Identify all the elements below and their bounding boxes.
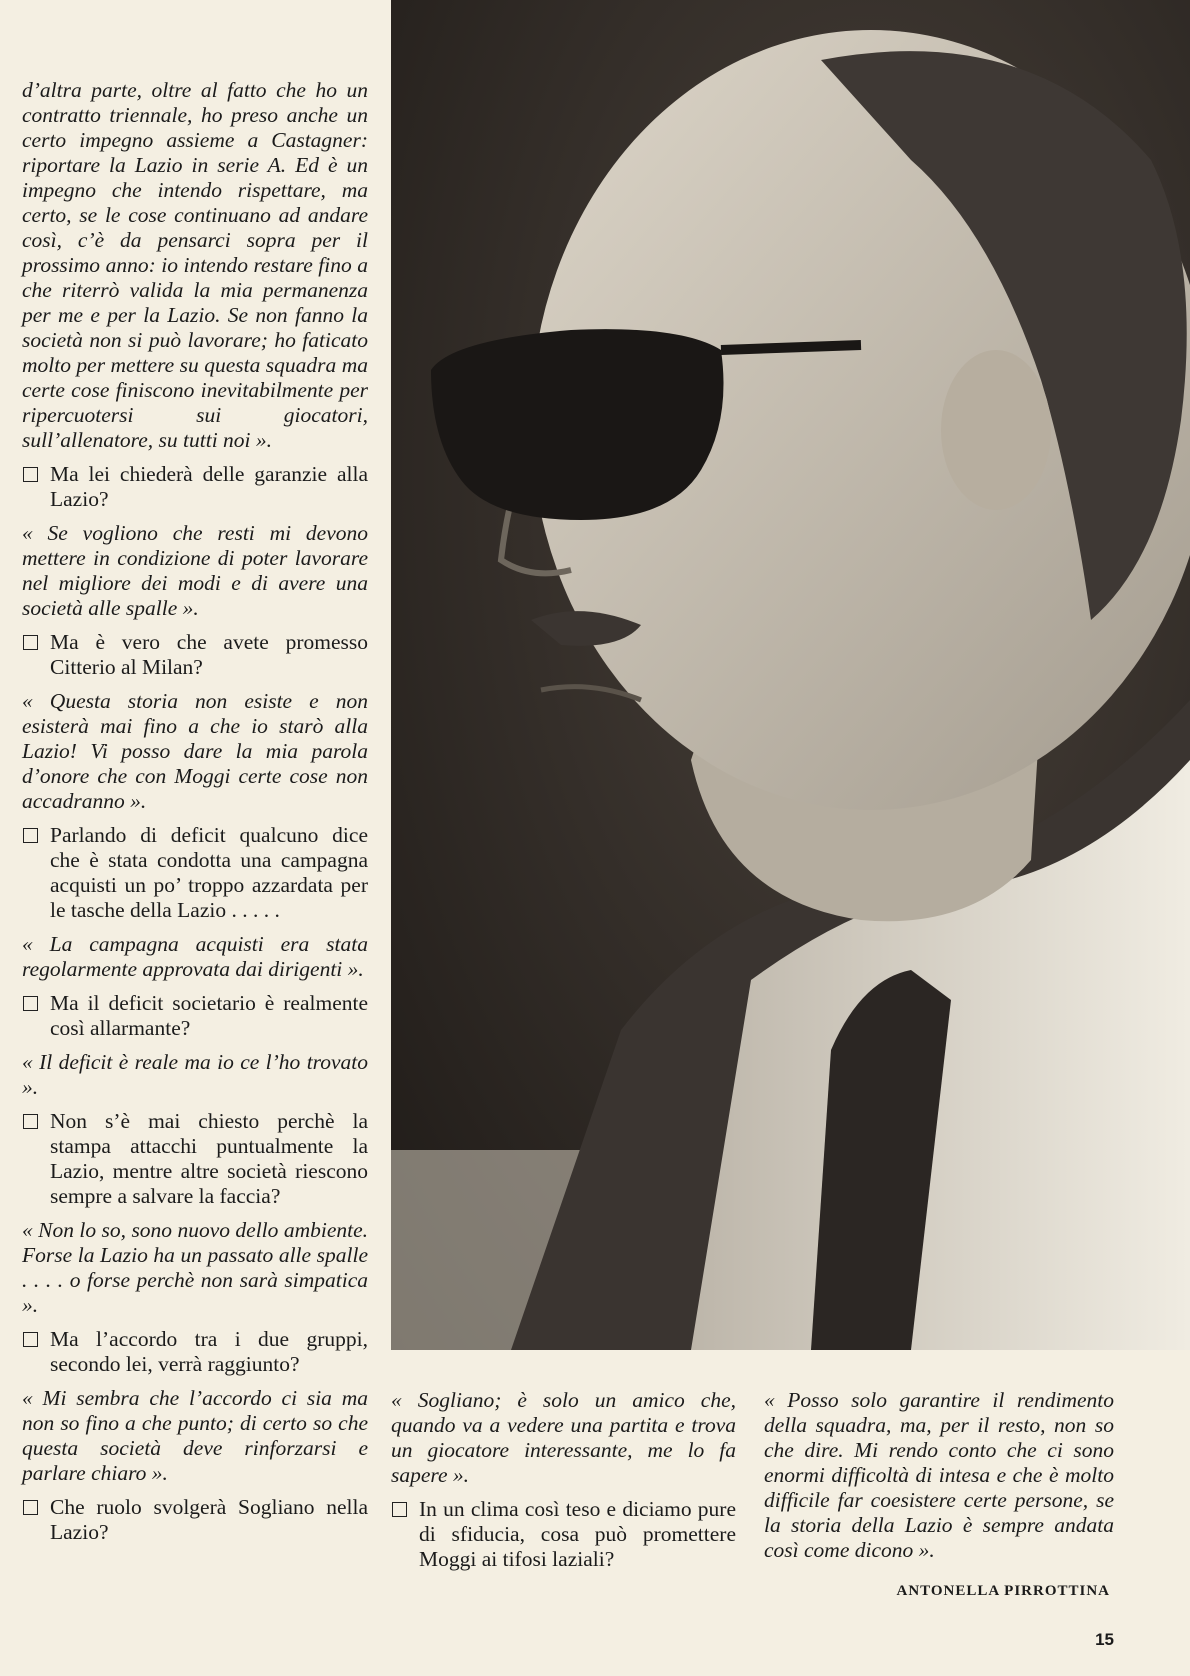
byline: ANTONELLA PIRROTTINA — [896, 1583, 1110, 1599]
answer-paragraph: d’altra parte, oltre al fatto che ho un contratto triennale, ho preso anche un certo impegno assieme a Castagner: riportare la Lazio in serie A. Ed è un impegno che intendo rispettare, ma certo, se le cose continuano ad andare così, c’è da pensarci sopra per il prossimo anno: io intendo restare fino a che riterrò valida la mia permanenza per me e per la Lazio. Se non fanno la società non si può lavorare; ho faticato molto per mettere su questa squadra ma certe cose finiscono inevitabilmente per ripercuotersi sui giocatori, sull’allenatore, su tutti noi ». — [22, 78, 368, 452]
question-paragraph — [22, 1327, 368, 1377]
question-paragraph — [22, 462, 368, 512]
answer-paragraph: « Sogliano; è solo un amico che, quando va a vedere una partita e trova un giocatore interessante, me lo fa sapere ». — [391, 1388, 736, 1487]
answer-paragraph: « Non lo so, sono nuovo dello ambiente. Forse la Lazio ha un passato alle spalle . . . . o forse perchè non sarà simpatica ». — [22, 1218, 368, 1317]
checkbox-bullet-icon — [23, 467, 38, 482]
checkbox-bullet-icon — [23, 1332, 38, 1347]
question-paragraph — [22, 630, 368, 680]
checkbox-bullet-icon — [392, 1502, 407, 1517]
question-paragraph — [22, 823, 368, 923]
checkbox-bullet-icon — [23, 828, 38, 843]
answer-paragraph: « La campagna acquisti era stata regolarmente approvata dai dirigenti ». — [22, 932, 368, 981]
checkbox-bullet-icon — [23, 1114, 38, 1129]
answer-paragraph: « Mi sembra che l’accordo ci sia ma non so fino a che punto; di certo so che questa società deve rinforzarsi e parlare chiaro ». — [22, 1386, 368, 1485]
right-column — [764, 1388, 1114, 1572]
answer-paragraph: « Questa storia non esiste e non esisterà mai fino a che io starò alla Lazio! Vi posso dare la mia parola d’onore che con Moggi certe cose non accadranno ». — [22, 689, 368, 813]
question-text: In un clima così teso e diciamo pure di sfiducia, cosa può promettere Moggi ai tifosi laziali? — [419, 1497, 736, 1571]
question-paragraph — [391, 1497, 736, 1572]
question-text: Ma l’accordo tra i due gruppi, secondo lei, verrà raggiunto? — [50, 1327, 368, 1376]
question-text: Che ruolo svolgerà Sogliano nella Lazio? — [50, 1495, 368, 1544]
checkbox-bullet-icon — [23, 635, 38, 650]
question-text: Ma lei chiederà delle garanzie alla Lazio? — [50, 462, 368, 511]
question-text: Ma è vero che avete promesso Citterio al Milan? — [50, 630, 368, 679]
question-text: Ma il deficit societario è realmente così allarmante? — [50, 991, 368, 1040]
checkbox-bullet-icon — [23, 1500, 38, 1515]
left-column — [22, 78, 368, 1554]
answer-paragraph: « Il deficit è reale ma io ce l’ho trovato ». — [22, 1050, 368, 1099]
page-number: 15 — [1095, 1630, 1114, 1649]
question-text: Non s’è mai chiesto perchè la stampa attacchi puntualmente la Lazio, mentre altre società riescono sempre a salvare la faccia? — [50, 1109, 368, 1208]
middle-column — [391, 1388, 736, 1581]
question-paragraph — [22, 1495, 368, 1545]
question-paragraph — [22, 1109, 368, 1209]
answer-paragraph: « Posso solo garantire il rendimento della squadra, ma, per il resto, non so che dire. Mi rendo conto che ci sono enormi difficoltà di intesa e che è molto difficile far coesistere certe persone, se la storia della Lazio è sempre andata così come dicono ». — [764, 1388, 1114, 1562]
answer-paragraph: « Se vogliono che resti mi devono mettere in condizione di poter lavorare nel migliore dei modi e di avere una società alle spalle ». — [22, 521, 368, 620]
portrait-photo — [391, 0, 1190, 1350]
checkbox-bullet-icon — [23, 996, 38, 1011]
question-paragraph — [22, 991, 368, 1041]
question-text: Parlando di deficit qualcuno dice che è stata condotta una campagna acquisti un po’ troppo azzardata per le tasche della Lazio . . . . . — [50, 823, 368, 922]
